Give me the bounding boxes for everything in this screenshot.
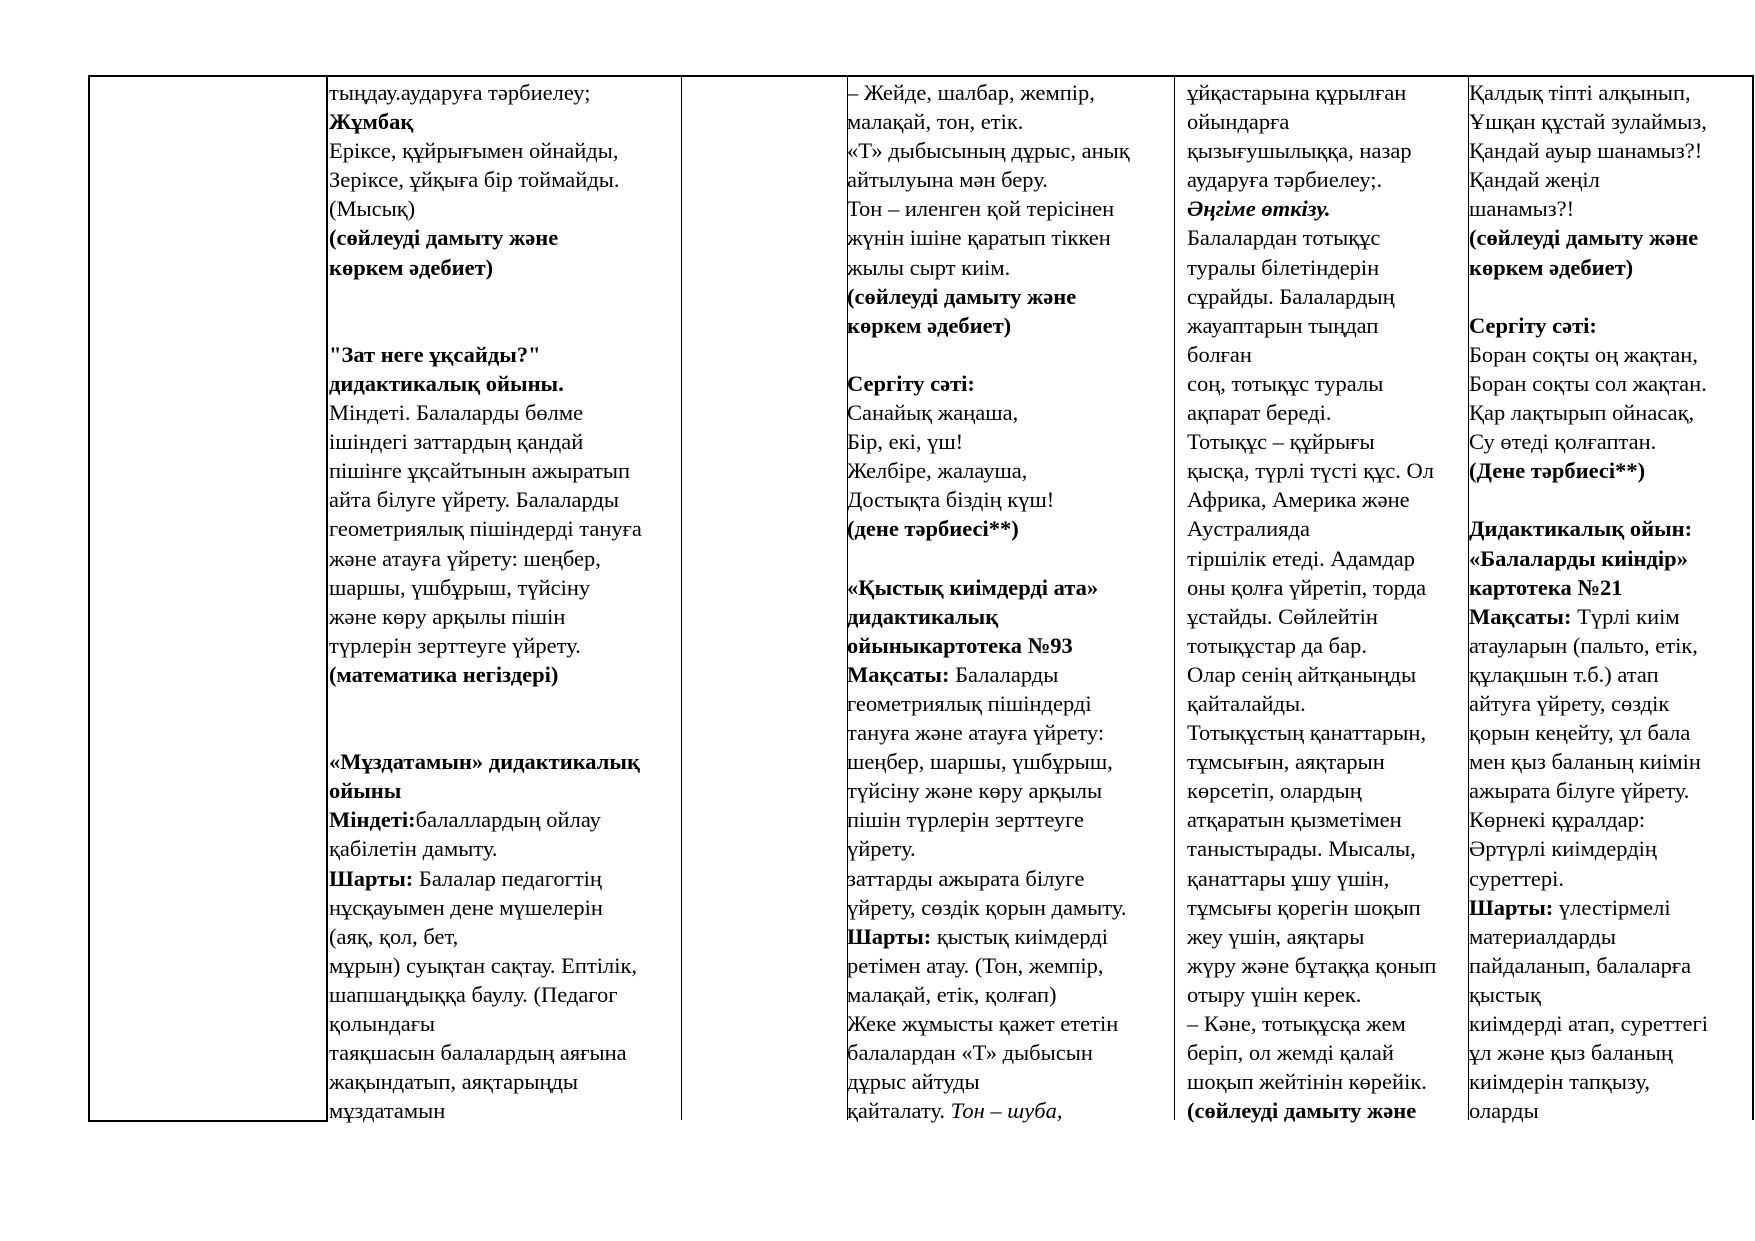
text-segment: үйрету. bbox=[847, 836, 916, 862]
text-segment: Сергіту сәті: bbox=[847, 370, 975, 396]
text-line bbox=[1187, 223, 1436, 252]
text-line bbox=[329, 282, 642, 311]
text-segment: Түрлі киім bbox=[1571, 603, 1680, 629]
text-line bbox=[329, 776, 642, 805]
text-line bbox=[329, 834, 642, 863]
text-line bbox=[329, 136, 642, 165]
text-segment: Қар лақтырып ойнасақ, bbox=[1469, 400, 1695, 426]
text-segment: Әңгіме өткізу. bbox=[1187, 196, 1331, 222]
text-line bbox=[1187, 747, 1436, 776]
text-line bbox=[329, 660, 642, 689]
text-line bbox=[1469, 136, 1708, 165]
text-line bbox=[847, 980, 1130, 1009]
text-line bbox=[1469, 776, 1708, 805]
text-segment: Шарты: bbox=[847, 923, 932, 949]
text-line bbox=[847, 398, 1130, 427]
text-segment: Зерiксе, ұйқыға бiр тоймайды. bbox=[329, 167, 620, 193]
text-segment: қорын кеңейту, ұл бала bbox=[1469, 720, 1691, 746]
text-segment: тұмсығын, аяқтарын bbox=[1187, 749, 1385, 775]
text-segment: қабілетін дамыту. bbox=[329, 836, 498, 862]
text-line bbox=[329, 1009, 642, 1038]
text-segment: қызығушылыққа, назар bbox=[1187, 138, 1412, 164]
text-segment: Қандай ауыр шанамыз?! bbox=[1469, 138, 1703, 164]
text-line bbox=[847, 165, 1130, 194]
text-line bbox=[329, 78, 642, 107]
text-segment: (сөйлеуді дамыту және bbox=[1469, 225, 1699, 251]
text-line bbox=[847, 1067, 1130, 1096]
text-line bbox=[847, 689, 1130, 718]
text-line bbox=[1187, 805, 1436, 834]
text-segment: болған bbox=[1187, 341, 1252, 367]
text-line bbox=[847, 602, 1130, 631]
text-segment: ішіндегі заттардың қандай bbox=[329, 429, 584, 455]
text-segment: шапшаңдыққа баулу. (Педагог bbox=[329, 981, 618, 1007]
text-line bbox=[1187, 573, 1436, 602]
text-line bbox=[847, 223, 1130, 252]
text-line bbox=[1187, 544, 1436, 573]
text-line bbox=[329, 922, 642, 951]
text-segment: Шарты: bbox=[1469, 894, 1554, 920]
text-line bbox=[1187, 282, 1436, 311]
text-line bbox=[329, 253, 642, 282]
text-segment: Дидактикалық ойын: bbox=[1469, 516, 1693, 542]
text-segment: қыстық киімдерді bbox=[931, 923, 1109, 949]
text-segment: соң, тотықұс туралы bbox=[1187, 370, 1384, 396]
text-segment: Тотықұстың қанаттарын, bbox=[1187, 720, 1427, 746]
text-segment: – Кәне, тотықұсқа жем bbox=[1187, 1011, 1406, 1036]
text-line bbox=[329, 573, 642, 602]
text-segment: малақай, тон, етік. bbox=[847, 109, 1024, 135]
text-line bbox=[1187, 660, 1436, 689]
text-segment: «Қыстық киімдерді ата» bbox=[847, 574, 1099, 600]
text-line bbox=[329, 398, 642, 427]
text-segment: Міндеті: bbox=[329, 807, 416, 833]
text-line bbox=[1469, 834, 1708, 863]
text-segment: айтылуына мән беру. bbox=[847, 167, 1048, 193]
text-line bbox=[847, 485, 1130, 514]
text-line bbox=[1469, 689, 1708, 718]
text-segment: картотека №21 bbox=[1469, 574, 1623, 600]
text-segment: Санайық жаңаша, bbox=[847, 400, 1019, 426]
text-segment: пішін түрлерін зерттеуге bbox=[847, 807, 1085, 833]
text-line bbox=[1469, 369, 1708, 398]
text-line bbox=[847, 253, 1130, 282]
text-segment: Тон – иленген қой терісінен bbox=[847, 196, 1115, 222]
text-line bbox=[847, 1009, 1130, 1038]
text-segment: Ерiксе, құйрығымен ойнайды, bbox=[329, 138, 619, 164]
text-segment: Мақсаты: bbox=[1469, 603, 1572, 629]
table-right-border bbox=[1752, 75, 1754, 1120]
text-line bbox=[1469, 864, 1708, 893]
text-segment: "Зат неге ұқсайды?" bbox=[329, 341, 541, 367]
text-segment: Олар сенің айтқаныңды bbox=[1187, 661, 1417, 687]
text-segment: ретімен атау. (Тон, жемпір, bbox=[847, 952, 1104, 978]
text-line bbox=[847, 747, 1130, 776]
text-line bbox=[1469, 747, 1708, 776]
text-segment: ойыныкартотека №93 bbox=[847, 632, 1073, 658]
text-line bbox=[329, 544, 642, 573]
text-segment: ақпарат береді. bbox=[1187, 400, 1332, 426]
text-line bbox=[1469, 282, 1708, 311]
text-segment: Африка, Америка және bbox=[1187, 487, 1410, 513]
text-segment: Сергіту сәті: bbox=[1469, 312, 1597, 338]
text-line bbox=[329, 1067, 642, 1096]
text-segment: киімдерді атап, суреттегі bbox=[1469, 1011, 1708, 1036]
text-segment: «Т» дыбысының дұрыс, анық bbox=[847, 138, 1130, 164]
text-segment: (сөйлеуді дамыту және bbox=[1187, 1098, 1417, 1124]
text-segment: шоқып жейтінін көрейік. bbox=[1187, 1069, 1427, 1095]
text-segment: құлақшын т.б.) атап bbox=[1469, 661, 1659, 687]
text-segment: көркем әдебиет) bbox=[329, 254, 494, 280]
text-line bbox=[847, 805, 1130, 834]
text-line bbox=[1187, 922, 1436, 951]
text-line bbox=[1469, 1038, 1708, 1067]
text-line bbox=[329, 340, 642, 369]
column-4-text bbox=[847, 78, 1130, 1125]
text-segment: жақындатып, аяқтарыңды bbox=[329, 1069, 579, 1095]
text-segment: мұрын) суықтан сақтау. Ептілік, bbox=[329, 952, 638, 978]
text-line bbox=[1469, 922, 1708, 951]
text-segment: шаршы, үшбұрыш, түйсіну bbox=[329, 574, 591, 600]
text-line bbox=[1187, 1067, 1436, 1096]
text-line bbox=[1187, 689, 1436, 718]
text-segment: айта білуге үйрету. Балаларды bbox=[329, 487, 620, 513]
text-segment: үлестірмелі bbox=[1553, 894, 1671, 920]
text-line bbox=[1469, 660, 1708, 689]
text-line bbox=[1187, 980, 1436, 1009]
text-segment: (аяқ, қол, бет, bbox=[329, 923, 459, 949]
text-line bbox=[1469, 602, 1708, 631]
text-segment: түрлерін зерттеуге үйрету. bbox=[329, 632, 581, 658]
text-segment: балаллардың ойлау bbox=[415, 807, 601, 833]
text-line bbox=[1469, 311, 1708, 340]
text-segment: Жеке жұмысты қажет ететін bbox=[847, 1011, 1119, 1036]
text-line bbox=[1187, 893, 1436, 922]
text-segment: Тон – шуба, bbox=[950, 1098, 1063, 1124]
column-5-text bbox=[1187, 78, 1436, 1125]
table-left-border bbox=[88, 75, 90, 1122]
text-line bbox=[1187, 107, 1436, 136]
text-line bbox=[847, 514, 1130, 543]
text-line bbox=[1469, 1067, 1708, 1096]
text-segment: қыстық bbox=[1469, 981, 1541, 1007]
first-column-bottom-border bbox=[88, 1120, 328, 1122]
text-segment: оларды bbox=[1469, 1098, 1539, 1124]
text-line bbox=[847, 544, 1130, 573]
text-line bbox=[329, 893, 642, 922]
text-line bbox=[847, 311, 1130, 340]
text-segment: дидактикалық bbox=[847, 603, 999, 629]
text-segment: Су өтеді қолғаптан. bbox=[1469, 429, 1657, 455]
text-line bbox=[1469, 107, 1708, 136]
text-line bbox=[1187, 631, 1436, 660]
text-line bbox=[847, 369, 1130, 398]
text-segment: Әртүрлі киімдердің bbox=[1469, 836, 1657, 862]
text-line bbox=[329, 165, 642, 194]
text-segment: «Балаларды киіндір» bbox=[1469, 545, 1688, 571]
text-segment: үйрету, сөздік қорын дамыту. bbox=[847, 894, 1127, 920]
text-line bbox=[1187, 78, 1436, 107]
text-segment: геометриялық пішіндерді bbox=[847, 690, 1092, 716]
table-top-border bbox=[89, 75, 1754, 77]
text-segment: Балалар педагогтің bbox=[413, 865, 602, 891]
text-line bbox=[847, 776, 1130, 805]
text-segment: жауаптарын тыңдап bbox=[1187, 312, 1379, 338]
text-segment: дидактикалық ойыны. bbox=[329, 370, 564, 396]
text-line bbox=[1187, 340, 1436, 369]
text-line bbox=[1187, 602, 1436, 631]
text-line bbox=[1187, 864, 1436, 893]
text-line bbox=[1469, 223, 1708, 252]
text-line bbox=[1187, 1009, 1436, 1038]
text-segment: тотықұстар да бар. bbox=[1187, 632, 1367, 658]
text-segment: атауларын (пальто, етік, bbox=[1469, 632, 1698, 658]
text-segment: мен қыз баланың киімін bbox=[1469, 749, 1701, 775]
text-segment: пішінге ұқсайтынын ажыратып bbox=[329, 458, 630, 484]
text-line bbox=[329, 194, 642, 223]
text-segment: ойындарға bbox=[1187, 109, 1290, 135]
text-line bbox=[847, 718, 1130, 747]
text-line bbox=[847, 1038, 1130, 1067]
text-segment: заттарды ажырата білуге bbox=[847, 865, 1085, 891]
text-segment: Жұмбақ bbox=[329, 109, 414, 135]
text-segment: Боран соқты оң жақтан, bbox=[1469, 341, 1698, 367]
text-line bbox=[329, 602, 642, 631]
text-segment: Балалардан тотықұс bbox=[1187, 225, 1381, 251]
text-line bbox=[1469, 340, 1708, 369]
text-segment: түйсіну және көру арқылы bbox=[847, 778, 1103, 804]
text-segment: ұйқастарына құрылған bbox=[1187, 80, 1407, 105]
text-line bbox=[847, 660, 1130, 689]
text-segment: (дене тәрбиесі**) bbox=[847, 516, 1019, 542]
text-segment: нұсқауымен дене мүшелерін bbox=[329, 894, 603, 920]
text-line bbox=[847, 282, 1130, 311]
column-divider-4 bbox=[1174, 75, 1175, 1120]
text-segment: (математика негіздері) bbox=[329, 661, 559, 687]
text-segment: балалардан «Т» дыбысын bbox=[847, 1040, 1093, 1066]
text-segment: (сөйлеуді дамыту және bbox=[329, 225, 559, 251]
text-segment: пайдаланып, балаларға bbox=[1469, 952, 1692, 978]
text-segment: көрсетіп, олардың bbox=[1187, 778, 1362, 804]
text-segment: айтуға үйрету, сөздік bbox=[1469, 690, 1670, 716]
text-segment: мұздатамын bbox=[329, 1098, 446, 1124]
text-segment: отыру үшін керек. bbox=[1187, 981, 1362, 1007]
text-segment: Көрнекі құралдар: bbox=[1469, 807, 1646, 833]
text-line bbox=[329, 718, 642, 747]
text-line bbox=[847, 107, 1130, 136]
text-line bbox=[1187, 427, 1436, 456]
text-line bbox=[1469, 194, 1708, 223]
text-segment: Аустралияда bbox=[1187, 516, 1310, 542]
text-segment: геометриялық пішіндерді тануға bbox=[329, 516, 642, 542]
text-segment: көркем әдебиет) bbox=[1469, 254, 1634, 280]
text-segment: «Мұздатамын» дидактикалық bbox=[329, 749, 640, 775]
text-line bbox=[329, 980, 642, 1009]
text-line bbox=[1469, 893, 1708, 922]
text-line bbox=[1187, 1038, 1436, 1067]
text-line bbox=[1469, 427, 1708, 456]
text-line bbox=[847, 1096, 1130, 1125]
text-segment: суреттері. bbox=[1469, 865, 1564, 891]
text-line bbox=[847, 136, 1130, 165]
text-segment: көркем әдебиет) bbox=[847, 312, 1012, 338]
column-divider-2 bbox=[681, 75, 682, 1120]
text-segment: (Дене тәрбиесі**) bbox=[1469, 458, 1646, 484]
text-line bbox=[847, 78, 1130, 107]
text-segment: Ұшқан құстай зулаймыз, bbox=[1469, 109, 1707, 135]
text-line bbox=[329, 1038, 642, 1067]
text-line bbox=[1187, 834, 1436, 863]
text-line bbox=[847, 194, 1130, 223]
text-segment: беріп, ол жемді қалай bbox=[1187, 1040, 1394, 1066]
text-line bbox=[1469, 485, 1708, 514]
text-segment: таныстырады. Мысалы, bbox=[1187, 836, 1416, 862]
text-line bbox=[329, 631, 642, 660]
text-segment: ойыны bbox=[329, 778, 402, 804]
text-segment: тануға және атауға үйрету: bbox=[847, 720, 1105, 746]
text-line bbox=[1187, 398, 1436, 427]
column-6-text bbox=[1469, 78, 1708, 1125]
text-segment: тыңдау.аударуға тәрбиелеу; bbox=[329, 80, 591, 105]
text-segment: оны қолға үйретіп, торда bbox=[1187, 574, 1427, 600]
text-line bbox=[847, 893, 1130, 922]
text-segment: Желбіре, жалауша, bbox=[847, 458, 1028, 484]
text-segment: (Мысық) bbox=[329, 196, 416, 222]
text-line bbox=[1469, 253, 1708, 282]
text-segment: жылы сырт киім. bbox=[847, 254, 1011, 280]
text-segment: жүнін ішіне қаратып тіккен bbox=[847, 225, 1111, 251]
text-line bbox=[847, 340, 1130, 369]
text-segment: туралы білетіндерін bbox=[1187, 254, 1380, 280]
text-segment: – Жейде, шалбар, жемпір, bbox=[847, 80, 1095, 105]
text-line bbox=[847, 427, 1130, 456]
text-line bbox=[329, 427, 642, 456]
text-line bbox=[329, 951, 642, 980]
text-line bbox=[329, 514, 642, 543]
text-line bbox=[1187, 456, 1436, 485]
text-line bbox=[1469, 456, 1708, 485]
text-line bbox=[329, 805, 642, 834]
text-segment: дұрыс айтуды bbox=[847, 1069, 980, 1095]
text-line bbox=[847, 456, 1130, 485]
text-line bbox=[1469, 514, 1708, 543]
text-segment: ажырата білуге үйрету. bbox=[1469, 778, 1690, 804]
text-line bbox=[329, 689, 642, 718]
text-segment: және атауға үйрету: шеңбер, bbox=[329, 545, 601, 571]
column-divider-1 bbox=[326, 75, 328, 1122]
text-segment: атқаратын қызметімен bbox=[1187, 807, 1402, 833]
text-segment: материалдарды bbox=[1469, 923, 1616, 949]
text-segment: Боран соқты сол жақтан. bbox=[1469, 370, 1707, 396]
text-segment: (сөйлеуді дамыту және bbox=[847, 283, 1077, 309]
text-segment: Тотықұс – құйрығы bbox=[1187, 429, 1375, 455]
text-line bbox=[1469, 951, 1708, 980]
text-segment: Достықта біздің күш! bbox=[847, 487, 1055, 513]
text-segment: Бір, екі, үш! bbox=[847, 429, 964, 455]
text-line bbox=[1187, 136, 1436, 165]
text-line bbox=[1187, 165, 1436, 194]
text-line bbox=[1469, 1009, 1708, 1038]
text-segment: жүру және бұтаққа қонып bbox=[1187, 952, 1437, 978]
text-line bbox=[1187, 311, 1436, 340]
text-line bbox=[1469, 165, 1708, 194]
text-segment: Балаларды bbox=[949, 661, 1059, 687]
text-segment: тұмсығы қорегін шоқып bbox=[1187, 894, 1421, 920]
text-segment: шанамыз?! bbox=[1469, 196, 1575, 222]
text-segment: қолындағы bbox=[329, 1011, 436, 1036]
text-line bbox=[329, 1096, 642, 1125]
text-segment: қайталайды. bbox=[1187, 690, 1306, 716]
text-segment: ұл және қыз баланың bbox=[1469, 1040, 1673, 1066]
text-line bbox=[1187, 485, 1436, 514]
text-line bbox=[847, 922, 1130, 951]
text-line bbox=[1187, 718, 1436, 747]
text-segment: киімдерін тапқызу, bbox=[1469, 1069, 1650, 1095]
text-line bbox=[1187, 253, 1436, 282]
text-segment: шеңбер, шаршы, үшбұрыш, bbox=[847, 749, 1113, 775]
text-segment: Міндеті. Балаларды бөлме bbox=[329, 400, 584, 426]
text-line bbox=[329, 864, 642, 893]
text-line bbox=[1469, 544, 1708, 573]
text-segment: жеу үшін, аяқтары bbox=[1187, 923, 1365, 949]
text-line bbox=[847, 951, 1130, 980]
text-line bbox=[329, 223, 642, 252]
text-segment: Мақсаты: bbox=[847, 661, 950, 687]
text-line bbox=[1469, 1096, 1708, 1125]
text-line bbox=[1469, 631, 1708, 660]
text-line bbox=[329, 747, 642, 776]
text-line bbox=[1469, 573, 1708, 602]
text-segment: ұстайды. Сөйлейтін bbox=[1187, 603, 1378, 629]
text-line bbox=[1469, 805, 1708, 834]
column-2-text bbox=[329, 78, 642, 1125]
text-segment: және көру арқылы пішін bbox=[329, 603, 566, 629]
text-segment: Қалдық тіпті алқынып, bbox=[1469, 80, 1691, 105]
text-line bbox=[1469, 718, 1708, 747]
text-line bbox=[1187, 514, 1436, 543]
text-segment: малақай, етік, қолғап) bbox=[847, 981, 1057, 1007]
text-segment: қысқа, түрлі түсті құс. Ол bbox=[1187, 458, 1435, 484]
text-line bbox=[847, 864, 1130, 893]
text-line bbox=[1469, 980, 1708, 1009]
text-segment: тіршілік етеді. Адамдар bbox=[1187, 545, 1416, 571]
text-segment: қайталату. bbox=[847, 1098, 951, 1124]
text-segment: таяқшасын балалардың аяғына bbox=[329, 1040, 627, 1066]
text-line bbox=[329, 311, 642, 340]
text-line bbox=[329, 485, 642, 514]
text-segment: қанаттары ұшу үшін, bbox=[1187, 865, 1390, 891]
text-line bbox=[329, 456, 642, 485]
text-line bbox=[329, 369, 642, 398]
text-line bbox=[1187, 369, 1436, 398]
text-line bbox=[329, 107, 642, 136]
text-line bbox=[1187, 951, 1436, 980]
text-segment: аударуға тәрбиелеу;. bbox=[1187, 167, 1383, 193]
text-segment: Шарты: bbox=[329, 865, 414, 891]
text-line bbox=[847, 573, 1130, 602]
text-line bbox=[847, 834, 1130, 863]
text-line bbox=[1187, 1096, 1436, 1125]
text-line bbox=[1187, 194, 1436, 223]
text-segment: Қандай жеңіл bbox=[1469, 167, 1600, 193]
text-segment: сұрайды. Балалардың bbox=[1187, 283, 1395, 309]
text-line bbox=[847, 631, 1130, 660]
text-line bbox=[1469, 398, 1708, 427]
text-line bbox=[1469, 78, 1708, 107]
text-line bbox=[1187, 776, 1436, 805]
